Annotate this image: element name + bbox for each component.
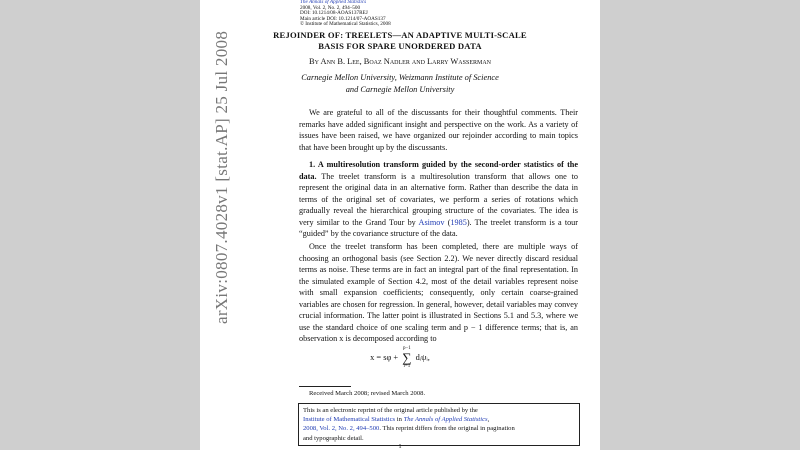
volume-link[interactable]: 2008, Vol. 2, No. 2, 494–500 (303, 425, 380, 433)
ims-link[interactable]: Institute of Mathematical Statistics (303, 416, 396, 424)
reprint-line-3-rest: . This reprint differs from the original in pagination (379, 425, 515, 433)
page-number: 1 (398, 443, 402, 450)
decomposition-equation (200, 346, 600, 376)
author-list: By Ann B. Lee, Boaz Nadler and Larry Wasserman (309, 57, 491, 66)
summation (402, 346, 411, 370)
citation-asimov[interactable]: Asimov (418, 217, 445, 227)
intro-paragraph (299, 107, 578, 153)
section-1-text-b: ). The treelet transform is a tour “guided” by the covariance structure of the data. (299, 217, 579, 238)
doi-line[interactable]: DOI: 10.1214/08-AOAS137REJ (300, 10, 368, 17)
section-1-heading: 1. A multiresolution transform guided by the second-order statistics of the data. (299, 160, 578, 181)
equation-term: dᵢψᵢ, (415, 352, 430, 362)
affiliation-line-2: and Carnegie Mellon University (345, 85, 455, 94)
volume-line: 2008, Vol. 2, No. 2, 494–500 (300, 4, 361, 11)
title-line-2: BASIS FOR SPARE UNORDERED DATA (318, 41, 482, 51)
journal-name[interactable]: The Annals of Applied Statistics (300, 0, 367, 5)
reprint-in: in (395, 416, 404, 424)
arxiv-identifier-stamp: arXiv:0807.4028v1 [stat.AP] 25 Jul 2008 (212, 30, 231, 324)
affiliation-line-1: Carnegie Mellon University, Weizmann Institute of Science (301, 73, 499, 82)
journal-link[interactable]: The Annals of Applied Statistics (403, 416, 488, 424)
reprint-notice (298, 403, 580, 446)
section-1-paragraph-2 (299, 241, 578, 345)
intro-text: We are grateful to all of the discussants for their thoughtful comments. Their remarks have added significant insight and perspective on the work. As a variety of issues have been raised, we have organized our rejoinder according to main topics that have been brought up by the discussants. (299, 108, 578, 152)
sum-lower-limit: i=1 (403, 364, 411, 369)
section-1-text-a: The treelet transform is a multiresolution transform that allows one to represent the original data in an alternative form. Rather than describe the data in terms of the original set of covariates, we perform a series of rotations which gradually reveal the hierarchical grouping structure of the covariates. The idea is very similar to the Grand Tour by (299, 171, 578, 227)
section-1-paragraph-1: 1. A multiresolution transform guided by the second-order statistics of the data. The treelet transform is a multiresolution transform that allows one to represent the original data in an alternative form. Rather than describe the data in terms of the original set of covariates, we perform a series of rotations which gradually reveal the hierarchical grouping structure of the covariates. The idea is very similar to the Grand Tour by Asimov (1985). The treelet transform is a tour “guided” by the covariance structure of the data. (299, 160, 579, 238)
copyright-line[interactable]: © Institute of Mathematical Statistics, 2008 (300, 21, 391, 28)
sigma-symbol: ∑ (402, 350, 412, 365)
section-1-text-c: Once the treelet transform has been completed, there are multiple ways of choosing an orthogonal basis (see Section 2.2). We never directly discard residual terms as noise. These terms are in fact an integral part of the final representation. In the simulated example of Section 4.2, most of the detail variables represent noise with small expansion coefficients; consequently, only certain coarse-grained variables are chosen for regression. In general, however, detail variables may convey crucial information. The latter point is illustrated in Sections 5.1 and 5.3, where we use the standard choice of one scaling term and p − 1 difference terms; that is, an observation x is decomposed according to (299, 242, 578, 343)
sum-upper-limit: p−1 (402, 346, 411, 351)
main-article-doi[interactable]: Main article DOI: 10.1214/07-AOAS137 (300, 15, 386, 22)
received-footnote: Received March 2008; revised March 2008. (309, 390, 426, 397)
paper-title (200, 30, 600, 52)
citation-year[interactable]: 1985 (450, 217, 467, 227)
affiliations (200, 72, 600, 96)
reprint-line-2: Institute of Mathematical Statistics in The Annals of Applied Statistics, (303, 416, 490, 424)
paper-page (200, 0, 600, 450)
title-line-1: REJOINDER OF: TREELETS—AN ADAPTIVE MULTI-SCALE (273, 30, 527, 40)
journal-header (300, 0, 391, 28)
equation-lhs: x = sφ + (370, 352, 399, 362)
footnote-rule (299, 386, 351, 387)
reprint-line-3 (303, 424, 575, 433)
reprint-line-4: and typographic detail. (303, 434, 364, 442)
reprint-line-1: This is an electronic reprint of the original article published by the (303, 407, 478, 414)
